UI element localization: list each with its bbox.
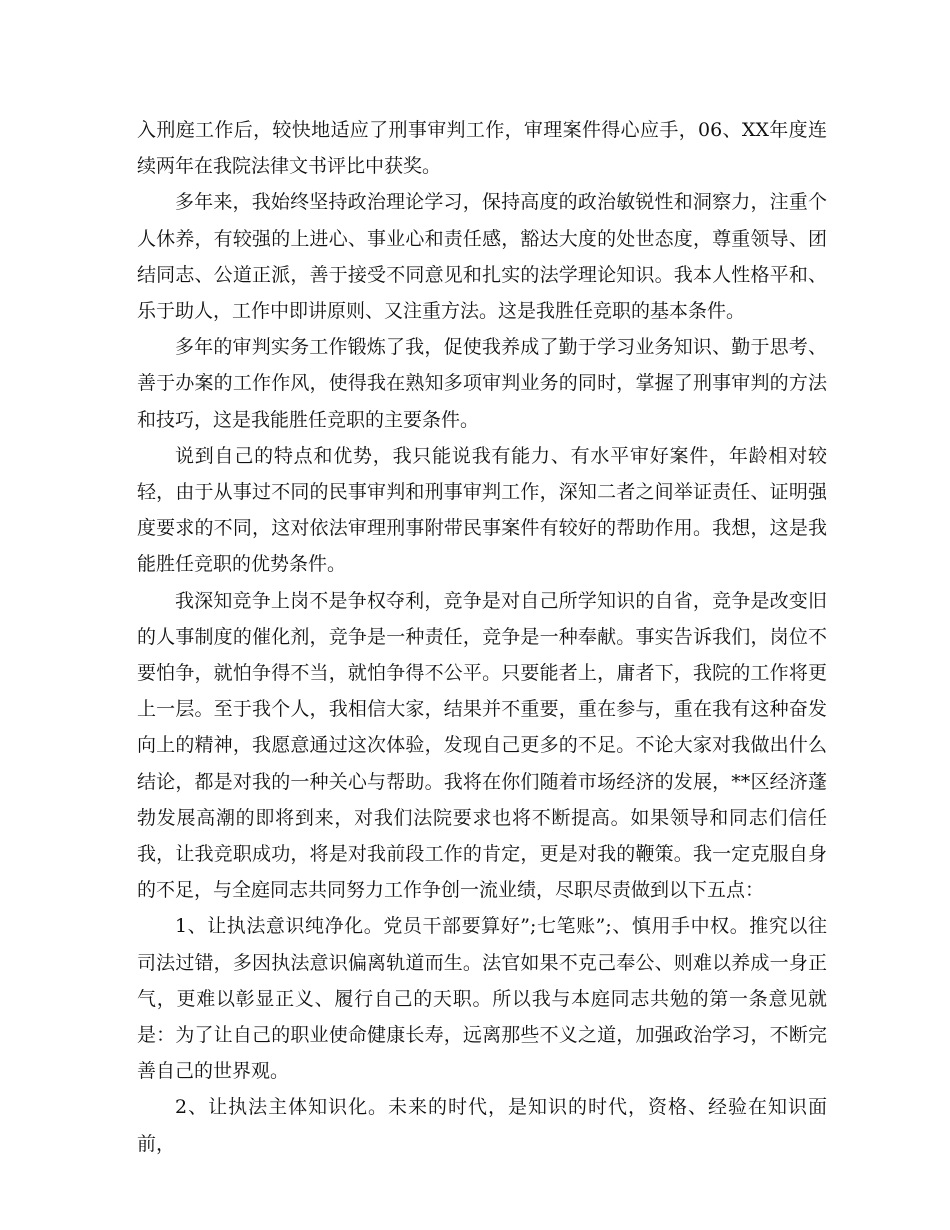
document-body [137,112,827,1162]
paragraph-4: 说到自己的特点和优势，我只能说我有能力、有水平审好案件，年龄相对较轻，由于从事过不同的民事审判和刑事审判工作，深知二者之间举证责任、证明强度要求的不同，这对依法审理刑事附带民事案件有较好的帮助作用。我想，这是我能胜任竞职的优势条件。 [137,444,827,576]
paragraph-6: 1、让执法意识纯净化。党员干部要算好”;七笔账”;、慎用手中权。推究以往司法过错，多因执法意识偏离轨道而生。法官如果不克己奉公、则难以养成一身正气，更难以彰显正义、履行自己的天职。所以我与本庭同志共勉的第一条意见就是：为了让自己的职业使命健康长寿，远离那些不义之道，加强政治学习，不断完善自己的世界观。 [137,915,827,1083]
paragraph-5: 我深知竞争上岗不是争权夺利，竞争是对自己所学知识的自省，竞争是改变旧的人事制度的催化剂，竞争是一种责任，竞争是一种奉献。事实告诉我们，岗位不要怕争，就怕争得不当，就怕争得不公平。只要能者上，庸者下，我院的工作将更上一层。至于我个人，我相信大家，结果并不重要，重在参与，重在我有这种奋发向上的精神，我愿意通过这次体验，发现自己更多的不足。不论大家对我做出什么结论，都是对我的一种关心与帮助。我将在你们随着市场经济的发展，**区经济蓬勃发展高潮的即将到来，对我们法院要求也将不断提高。如果领导和同志们信任我，让我竞职成功，将是对我前段工作的肯定，更是对我的鞭策。我一定克服自身的不足，与全庭同志共同努力工作争创一流业绩，尽职尽责做到以下五点： [137,589,827,902]
paragraph-7: 2、让执法主体知识化。未来的时代，是知识的时代，资格、经验在知识面前， [137,1096,827,1155]
paragraph-2: 多年来，我始终坚持政治理论学习，保持高度的政治敏锐性和洞察力，注重个人休养，有较强的上进心、事业心和责任感，豁达大度的处世态度，尊重领导、团结同志、公道正派，善于接受不同意见和扎实的法学理论知识。我本人性格平和、乐于助人，工作中即讲原则、又注重方法。这是我胜任竞职的基本条件。 [137,191,827,323]
paragraph-1: 入刑庭工作后，较快地适应了刑事审判工作，审理案件得心应手，06、XX年度连续两年在我院法律文书评比中获奖。 [137,119,827,178]
paragraph-3: 多年的审判实务工作锻炼了我，促使我养成了勤于学习业务知识、勤于思考、善于办案的工作作风，使得我在熟知多项审判业务的同时，掌握了刑事审判的方法和技巧，这是我能胜任竞职的主要条件。 [137,336,827,431]
